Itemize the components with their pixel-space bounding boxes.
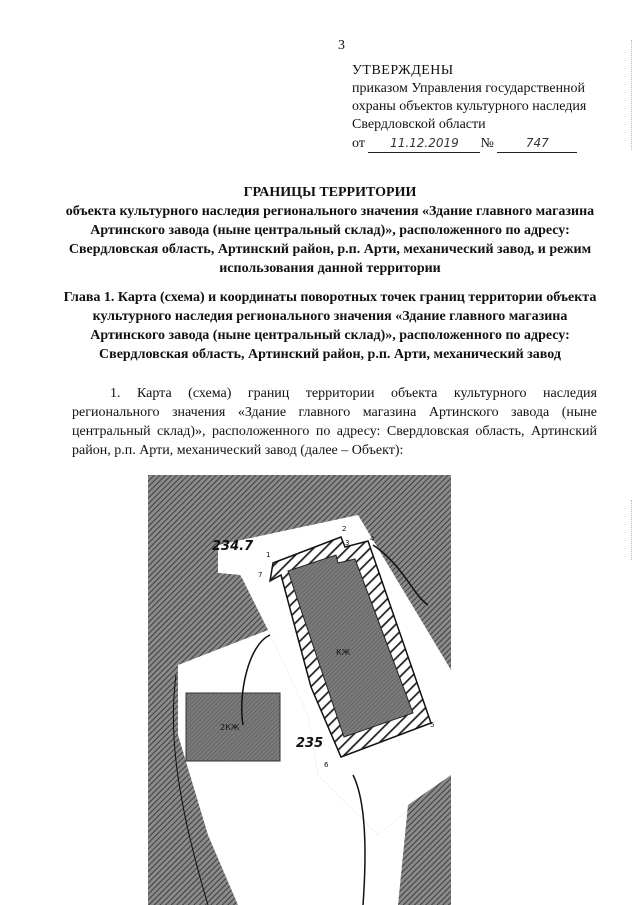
chapter-heading: Глава 1. Карта (схема) и координаты поворотных точек границ территории объекта культурного наследия регионального значения «Здание главного магазина Артинского завода (ныне центральный склад)», расположенного по адресу: Свердловская область, Артинский район, р.п. Арти, механический завод xyxy=(63,290,597,362)
document-subtitle: объекта культурного наследия регионального значения «Здание главного магазина Артинского завода (ныне центральный склад)», расположенного по адресу: Свердловская область, Артинский район, р.п. Арти, механический завод, и режим использования данной территории xyxy=(65,204,595,276)
building-label: КЖ xyxy=(336,648,351,657)
page-number: 3 xyxy=(338,38,345,53)
order-number: 747 xyxy=(497,134,577,153)
point-label-4: 4 xyxy=(370,535,375,543)
point-label-3: 3 xyxy=(345,539,350,547)
order-from-prefix: от xyxy=(352,136,365,151)
approval-line-3: Свердловской области xyxy=(352,117,486,132)
territory-map xyxy=(148,475,451,905)
order-number-sign: № xyxy=(480,136,494,151)
point-label-6: 6 xyxy=(324,761,329,769)
approval-heading: УТВЕРЖДЕНЫ xyxy=(352,63,454,78)
order-line xyxy=(352,134,632,153)
document-title: ГРАНИЦЫ ТЕРРИТОРИИ xyxy=(243,185,417,200)
elevation-top-label: 234.7 xyxy=(212,539,254,554)
order-date: 11.12.2019 xyxy=(368,134,480,153)
scan-edge-mark-top xyxy=(631,40,638,150)
approval-block xyxy=(352,62,632,153)
scan-edge-mark-middle xyxy=(631,500,638,560)
approval-line-1: приказом Управления государственной xyxy=(352,81,586,96)
neighbor-building-label: 2КЖ xyxy=(220,723,240,732)
document-title-block xyxy=(60,183,600,278)
approval-line-2: охраны объектов культурного наследия xyxy=(352,99,587,114)
elevation-bottom-label: 235 xyxy=(296,736,324,751)
paragraph-1: 1. Карта (схема) границ территории объекта культурного наследия регионального значения «Здание главного магазина Артинского завода (ныне центральный склад)», расположенного по адресу: Свердловская область, Артинский район, р.п. Арти, механический завод (далее – Объект): xyxy=(72,386,597,458)
point-label-1: 1 xyxy=(266,551,271,559)
point-label-7: 7 xyxy=(258,571,263,579)
point-label-5: 5 xyxy=(430,721,435,729)
point-label-2: 2 xyxy=(342,525,347,533)
